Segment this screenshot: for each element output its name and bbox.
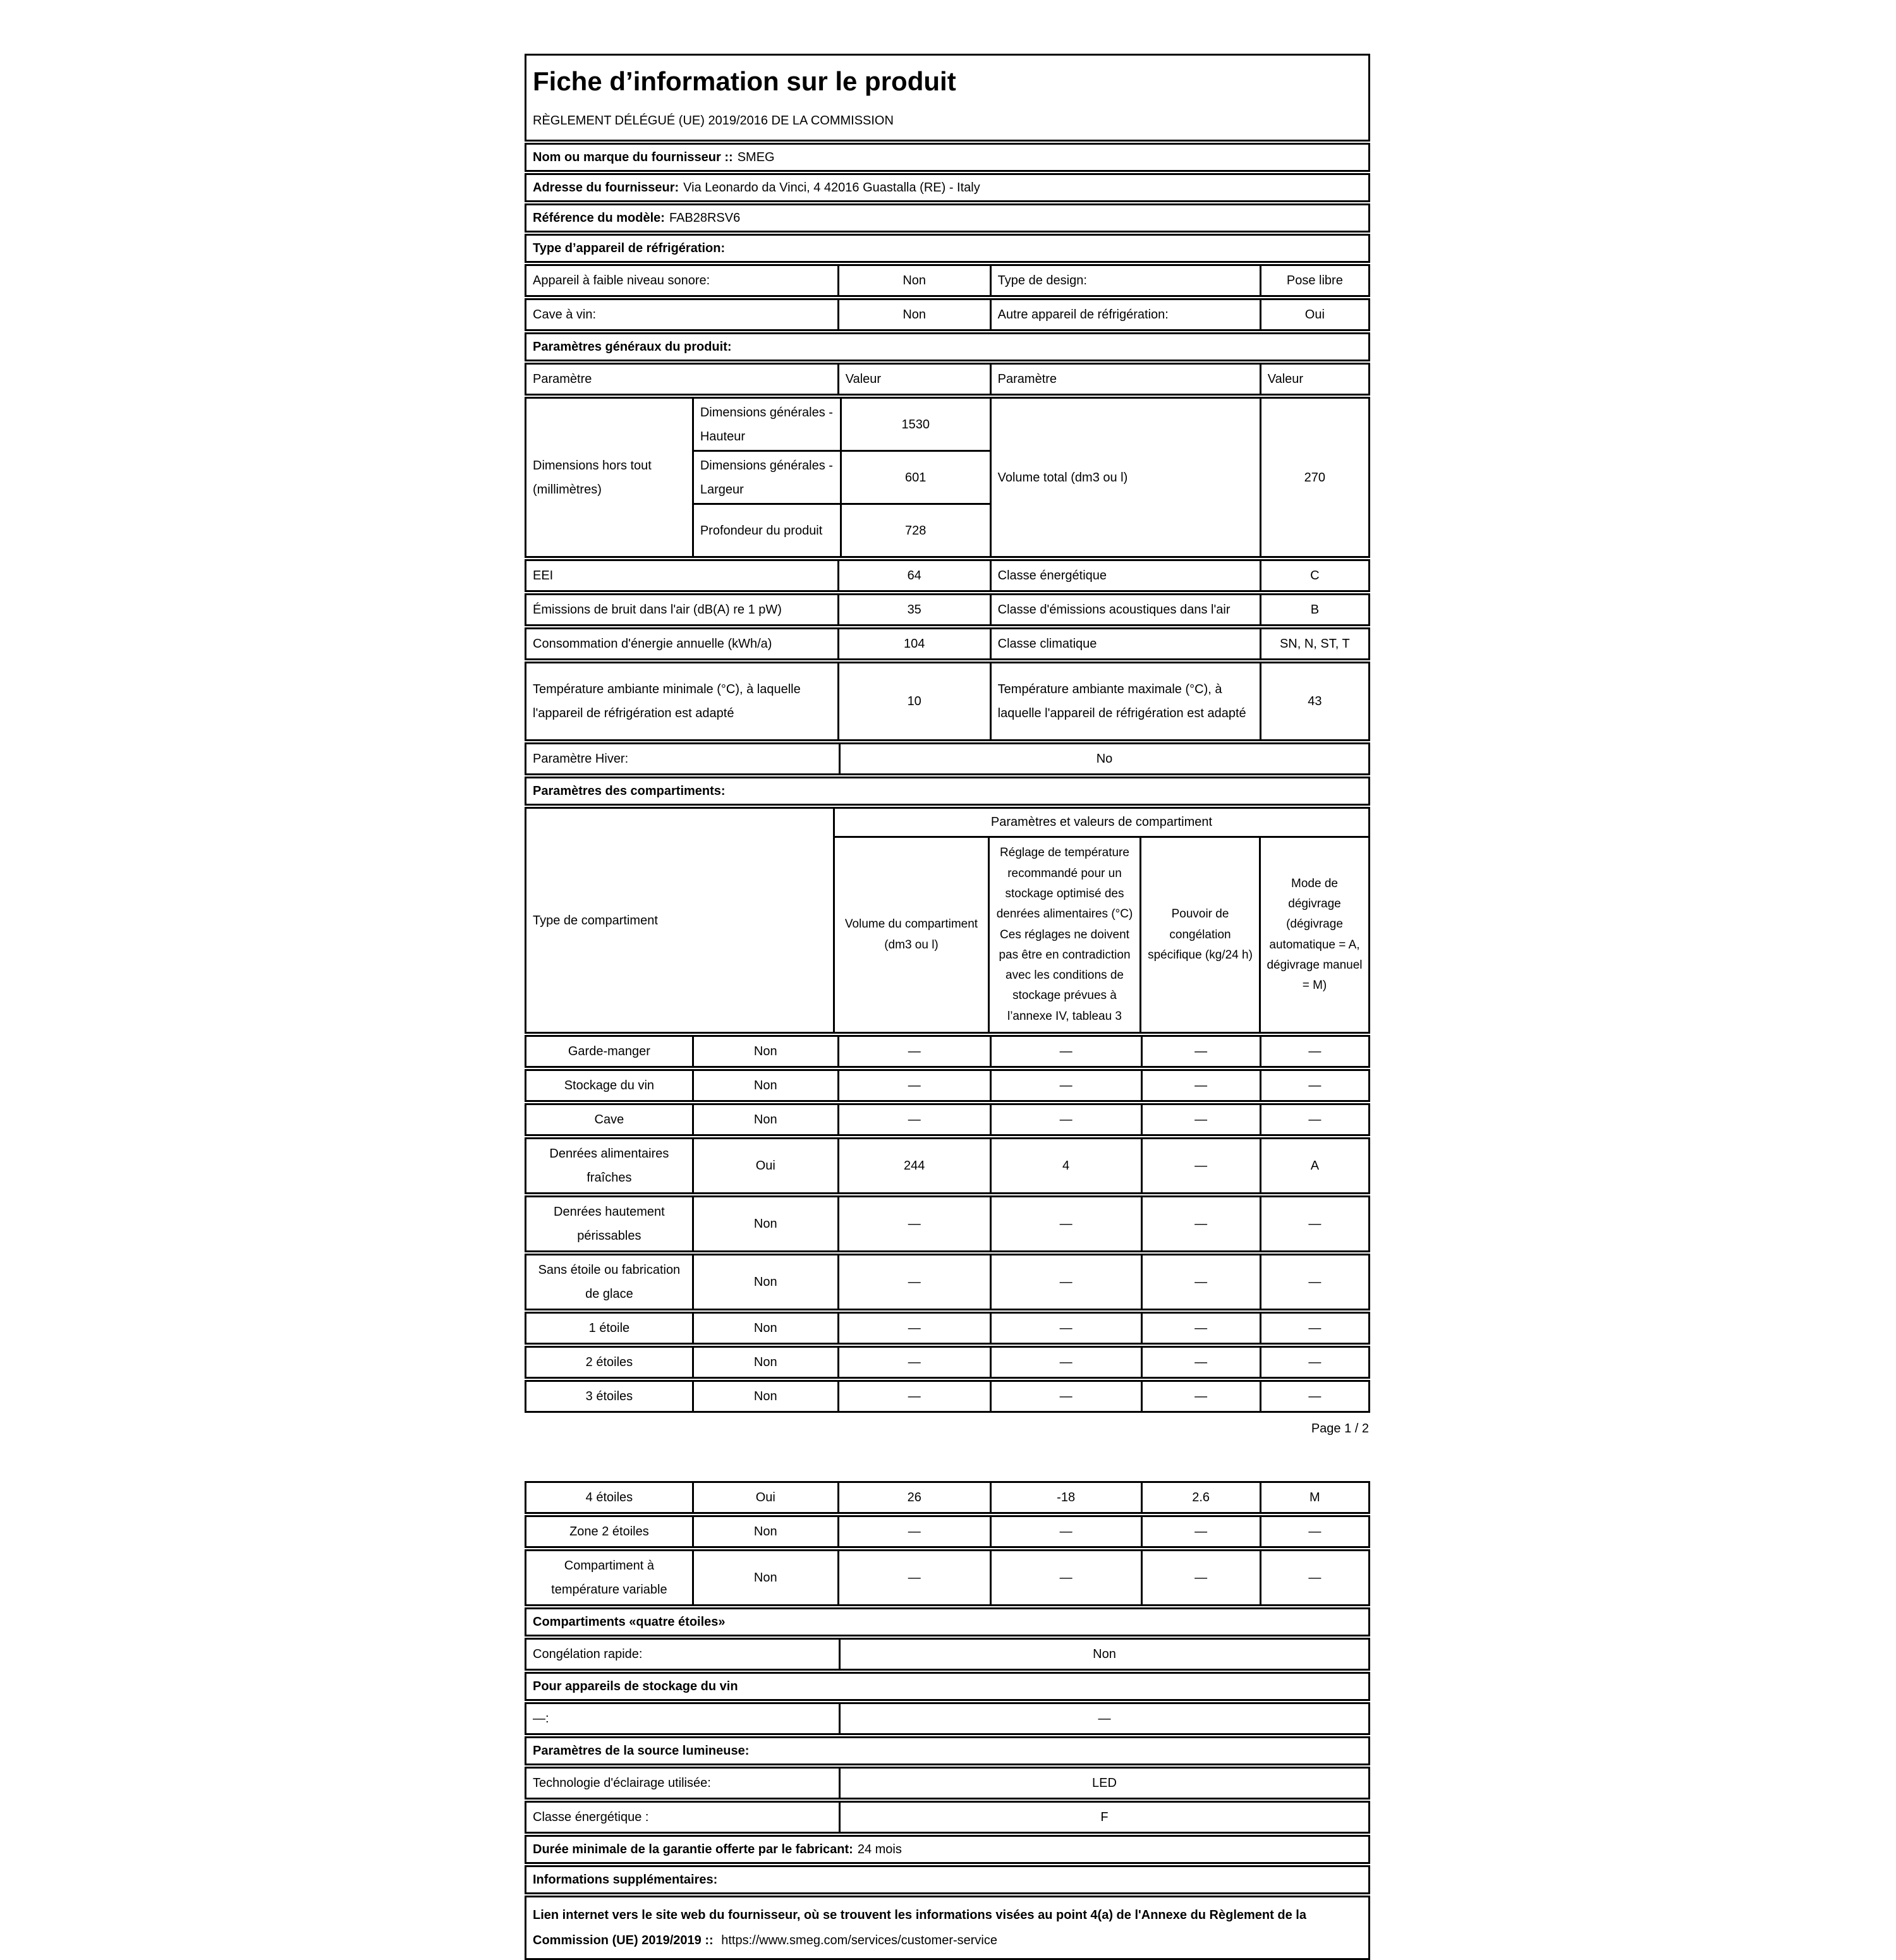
compartment-name: Sans étoile ou fabrication de glace bbox=[538, 1263, 681, 1302]
compartment-name: Denrées alimentaires fraîches bbox=[549, 1147, 669, 1185]
type-col-header: Type de compartiment bbox=[533, 913, 658, 928]
compartment-temp: — bbox=[990, 1071, 1141, 1100]
compartment-temp: — bbox=[990, 1382, 1141, 1411]
compartment-present: Non bbox=[692, 1314, 837, 1343]
param-label: Température ambiante maximale (°C), à laquelle l'appareil de réfrigération est adapté bbox=[990, 663, 1260, 739]
param-value: SN, N, ST, T bbox=[1260, 629, 1368, 658]
compartment-volume: — bbox=[837, 1197, 990, 1250]
compartment-row bbox=[525, 1380, 1370, 1413]
compartment-temp: — bbox=[990, 1197, 1141, 1250]
compartment-volume: — bbox=[837, 1105, 990, 1134]
compartment-present: Non bbox=[692, 1037, 837, 1066]
light-class-row bbox=[525, 1801, 1370, 1834]
compartment-defrost: — bbox=[1260, 1105, 1368, 1134]
compartment-present: Non bbox=[692, 1105, 837, 1134]
compartment-defrost: — bbox=[1260, 1037, 1368, 1066]
compartment-name: Zone 2 étoiles bbox=[569, 1525, 649, 1539]
compartment-freeze: — bbox=[1141, 1197, 1260, 1250]
compartment-name: 4 étoiles bbox=[585, 1491, 633, 1505]
compartment-defrost: — bbox=[1260, 1551, 1368, 1604]
compartment-params-title: Paramètres et valeurs de compartiment bbox=[835, 809, 1368, 838]
compartment-name: 3 étoiles bbox=[585, 1389, 633, 1404]
compartment-name: Stockage du vin bbox=[564, 1079, 655, 1093]
model-reference-value: FAB28RSV6 bbox=[669, 210, 741, 225]
param-value: 64 bbox=[837, 561, 990, 590]
product-fiche bbox=[525, 54, 1370, 1960]
compartment-volume: 244 bbox=[837, 1139, 990, 1192]
column-header: Valeur bbox=[837, 365, 990, 394]
dimension-value: 1530 bbox=[840, 399, 990, 450]
param-value: Oui bbox=[1260, 300, 1368, 329]
compartment-present: Non bbox=[692, 1255, 837, 1309]
supplier-name-value: SMEG bbox=[737, 150, 775, 164]
param-label: Congélation rapide: bbox=[533, 1647, 643, 1662]
supplier-name-label: Nom ou marque du fournisseur :: bbox=[533, 150, 733, 164]
dimensions-label: Dimensions hors tout (millimètres) bbox=[533, 458, 652, 497]
dimension-value: 728 bbox=[840, 505, 990, 556]
column-header: Valeur bbox=[1260, 365, 1368, 394]
column-header: Mode de dégivrage (dégivrage automatique = A, dégivrage manuel = M) bbox=[1259, 838, 1368, 1032]
compartment-row bbox=[525, 1481, 1370, 1514]
dimensions-block bbox=[525, 397, 1370, 558]
general-param-row bbox=[525, 662, 1370, 741]
type-row bbox=[525, 298, 1370, 331]
param-value: Non bbox=[839, 1640, 1368, 1669]
compartment-row bbox=[525, 1312, 1370, 1345]
page-title: Fiche d’information sur le produit bbox=[533, 66, 956, 96]
compartment-present: Oui bbox=[692, 1139, 837, 1192]
compartment-defrost: — bbox=[1260, 1255, 1368, 1309]
compartment-volume: — bbox=[837, 1517, 990, 1546]
wine-storage-header: Pour appareils de stockage du vin bbox=[525, 1672, 1370, 1701]
general-params-column-headers bbox=[525, 363, 1370, 396]
compartment-defrost: M bbox=[1260, 1483, 1368, 1512]
param-value: 35 bbox=[837, 595, 990, 624]
param-value: Pose libre bbox=[1260, 266, 1368, 295]
compartment-name: Garde-manger bbox=[568, 1044, 650, 1059]
dimension-row bbox=[694, 450, 990, 503]
warranty-value: 24 mois bbox=[857, 1842, 902, 1856]
four-star-header: Compartiments «quatre étoiles» bbox=[525, 1607, 1370, 1636]
regulation-subtitle: RÈGLEMENT DÉLÉGUÉ (UE) 2019/2016 DE LA COMMISSION bbox=[533, 114, 894, 128]
param-value: — bbox=[839, 1704, 1368, 1733]
compartment-defrost: — bbox=[1260, 1197, 1368, 1250]
param-label: Appareil à faible niveau sonore: bbox=[533, 274, 710, 288]
total-volume-value: 270 bbox=[1260, 399, 1368, 556]
param-value: No bbox=[839, 744, 1368, 773]
compartment-volume: — bbox=[837, 1348, 990, 1377]
compartment-temp: — bbox=[990, 1551, 1141, 1604]
param-label: Classe climatique bbox=[990, 629, 1260, 658]
compartment-present: Non bbox=[692, 1517, 837, 1546]
compartment-volume: — bbox=[837, 1551, 990, 1604]
dimension-row bbox=[694, 399, 990, 450]
compartment-defrost: — bbox=[1260, 1382, 1368, 1411]
compartments-header: Paramètres des compartiments: bbox=[525, 777, 1370, 806]
param-label: —: bbox=[533, 1712, 549, 1726]
title-block bbox=[525, 54, 1370, 142]
param-label: Classe énergétique bbox=[990, 561, 1260, 590]
param-label: Technologie d'éclairage utilisée: bbox=[533, 1776, 711, 1791]
compartment-temp: — bbox=[990, 1037, 1141, 1066]
supplier-name-row bbox=[525, 143, 1370, 172]
compartment-freeze: 2.6 bbox=[1141, 1483, 1260, 1512]
light-source-header: Paramètres de la source lumineuse: bbox=[525, 1736, 1370, 1765]
compartment-temp: — bbox=[990, 1348, 1141, 1377]
compartment-freeze: — bbox=[1141, 1071, 1260, 1100]
model-reference-row bbox=[525, 203, 1370, 233]
compartment-row bbox=[525, 1254, 1370, 1310]
param-value: 104 bbox=[837, 629, 990, 658]
param-value: C bbox=[1260, 561, 1368, 590]
general-params-header: Paramètres généraux du produit: bbox=[525, 332, 1370, 361]
supplier-link-label: Lien internet vers le site web du fournisseur, où se trouvent les informations visées au point 4(a) de l'Annexe du Règlement de la Commission (UE) 2019/2019 :: bbox=[533, 1908, 1306, 1948]
param-value: 10 bbox=[837, 663, 990, 739]
compartment-volume: 26 bbox=[837, 1483, 990, 1512]
compartment-defrost: A bbox=[1260, 1139, 1368, 1192]
light-tech-row bbox=[525, 1767, 1370, 1800]
param-value: LED bbox=[839, 1769, 1368, 1798]
warranty-label: Durée minimale de la garantie offerte par le fabricant: bbox=[533, 1842, 853, 1856]
quick-freeze-row bbox=[525, 1638, 1370, 1671]
param-value: F bbox=[839, 1803, 1368, 1832]
param-label: Cave à vin: bbox=[533, 308, 597, 322]
supplier-address-row bbox=[525, 173, 1370, 202]
compartment-present: Oui bbox=[692, 1483, 837, 1512]
total-volume-label: Volume total (dm3 ou l) bbox=[990, 399, 1260, 556]
dimension-label: Dimensions générales - Hauteur bbox=[700, 405, 833, 444]
dimension-value: 601 bbox=[840, 452, 990, 503]
param-label: Consommation d'énergie annuelle (kWh/a) bbox=[533, 637, 772, 651]
dimension-label: Profondeur du produit bbox=[700, 523, 823, 538]
supplier-address-value: Via Leonardo da Vinci, 4 42016 Guastalla (RE) - Italy bbox=[683, 180, 980, 195]
compartment-defrost: — bbox=[1260, 1517, 1368, 1546]
type-section-header: Type d’appareil de réfrigération: bbox=[525, 234, 1370, 263]
param-label: Type de design: bbox=[990, 266, 1260, 295]
compartment-present: Non bbox=[692, 1348, 837, 1377]
compartment-freeze: — bbox=[1141, 1105, 1260, 1134]
compartment-freeze: — bbox=[1141, 1037, 1260, 1066]
compartment-row bbox=[525, 1549, 1370, 1606]
dimension-label: Dimensions générales - Largeur bbox=[700, 458, 833, 497]
param-label: Paramètre Hiver: bbox=[533, 752, 629, 766]
param-label: Température ambiante minimale (°C), à laquelle l'appareil de réfrigération est adapté bbox=[533, 682, 801, 721]
additional-info-header: Informations supplémentaires: bbox=[525, 1865, 1370, 1894]
column-header: Paramètre bbox=[990, 365, 1260, 394]
general-param-row bbox=[525, 593, 1370, 626]
compartment-row bbox=[525, 1195, 1370, 1252]
dimension-row bbox=[694, 503, 990, 556]
type-row bbox=[525, 264, 1370, 297]
compartment-present: Non bbox=[692, 1551, 837, 1604]
column-header: Réglage de température recommandé pour un stockage optimisé des denrées alimentaires (°C) Ces réglages ne doivent pas être en contradiction avec les conditions de stockage prévues à l’annexe IV, tableau 3 bbox=[988, 838, 1139, 1032]
column-header: Pouvoir de congélation spécifique (kg/24 h) bbox=[1139, 838, 1259, 1032]
compartment-params-header bbox=[833, 809, 1368, 1032]
param-value: B bbox=[1260, 595, 1368, 624]
compartment-volume: — bbox=[837, 1071, 990, 1100]
compartment-temp: 4 bbox=[990, 1139, 1141, 1192]
supplier-address-label: Adresse du fournisseur: bbox=[533, 180, 679, 195]
compartment-name: 1 étoile bbox=[588, 1321, 630, 1336]
compartment-present: Non bbox=[692, 1382, 837, 1411]
compartment-defrost: — bbox=[1260, 1348, 1368, 1377]
compartment-freeze: — bbox=[1141, 1139, 1260, 1192]
compartment-freeze: — bbox=[1141, 1551, 1260, 1604]
compartment-volume: — bbox=[837, 1255, 990, 1309]
compartment-name: Denrées hautement périssables bbox=[554, 1205, 665, 1243]
param-label: Classe d'émissions acoustiques dans l'air bbox=[990, 595, 1260, 624]
compartment-row bbox=[525, 1035, 1370, 1068]
dimensions-subtable bbox=[692, 399, 990, 556]
compartment-volume: — bbox=[837, 1037, 990, 1066]
compartment-temp: — bbox=[990, 1105, 1141, 1134]
compartment-present: Non bbox=[692, 1071, 837, 1100]
param-value: Non bbox=[837, 300, 990, 329]
compartment-name: 2 étoiles bbox=[585, 1355, 633, 1370]
param-label: Classe énergétique : bbox=[533, 1810, 649, 1825]
compartment-defrost: — bbox=[1260, 1314, 1368, 1343]
param-value: 43 bbox=[1260, 663, 1368, 739]
compartment-row bbox=[525, 1137, 1370, 1194]
param-label: Émissions de bruit dans l'air (dB(A) re 1 pW) bbox=[533, 603, 782, 617]
compartment-freeze: — bbox=[1141, 1382, 1260, 1411]
compartment-name: Cave bbox=[594, 1113, 624, 1127]
compartment-freeze: — bbox=[1141, 1348, 1260, 1377]
compartment-freeze: — bbox=[1141, 1314, 1260, 1343]
param-value: Non bbox=[837, 266, 990, 295]
compartment-row bbox=[525, 1515, 1370, 1548]
general-param-row bbox=[525, 627, 1370, 660]
param-label: Autre appareil de réfrigération: bbox=[990, 300, 1260, 329]
param-label: EEI bbox=[533, 569, 554, 583]
compartment-row bbox=[525, 1346, 1370, 1379]
compartment-freeze: — bbox=[1141, 1255, 1260, 1309]
column-header: Paramètre bbox=[533, 372, 592, 387]
wine-storage-row bbox=[525, 1702, 1370, 1735]
compartment-freeze: — bbox=[1141, 1517, 1260, 1546]
compartment-name: Compartiment à température variable bbox=[551, 1559, 667, 1597]
compartment-row bbox=[525, 1103, 1370, 1136]
compartment-temp: — bbox=[990, 1255, 1141, 1309]
compartment-present: Non bbox=[692, 1197, 837, 1250]
page-indicator: Page 1 / 2 bbox=[1311, 1422, 1369, 1436]
compartment-volume: — bbox=[837, 1382, 990, 1411]
general-param-row bbox=[525, 559, 1370, 592]
supplier-link-row bbox=[525, 1896, 1370, 1960]
compartment-temp: — bbox=[990, 1314, 1141, 1343]
compartment-temp: — bbox=[990, 1517, 1141, 1546]
compartment-temp: -18 bbox=[990, 1483, 1141, 1512]
winter-param-row bbox=[525, 742, 1370, 775]
compartment-defrost: — bbox=[1260, 1071, 1368, 1100]
supplier-link-url: https://www.smeg.com/services/customer-service bbox=[721, 1933, 997, 1948]
compartments-table-header bbox=[525, 807, 1370, 1034]
compartment-volume: — bbox=[837, 1314, 990, 1343]
column-header: Volume du compartiment (dm3 ou l) bbox=[844, 917, 978, 952]
warranty-row bbox=[525, 1835, 1370, 1864]
compartment-row bbox=[525, 1069, 1370, 1102]
model-reference-label: Référence du modèle: bbox=[533, 210, 665, 225]
